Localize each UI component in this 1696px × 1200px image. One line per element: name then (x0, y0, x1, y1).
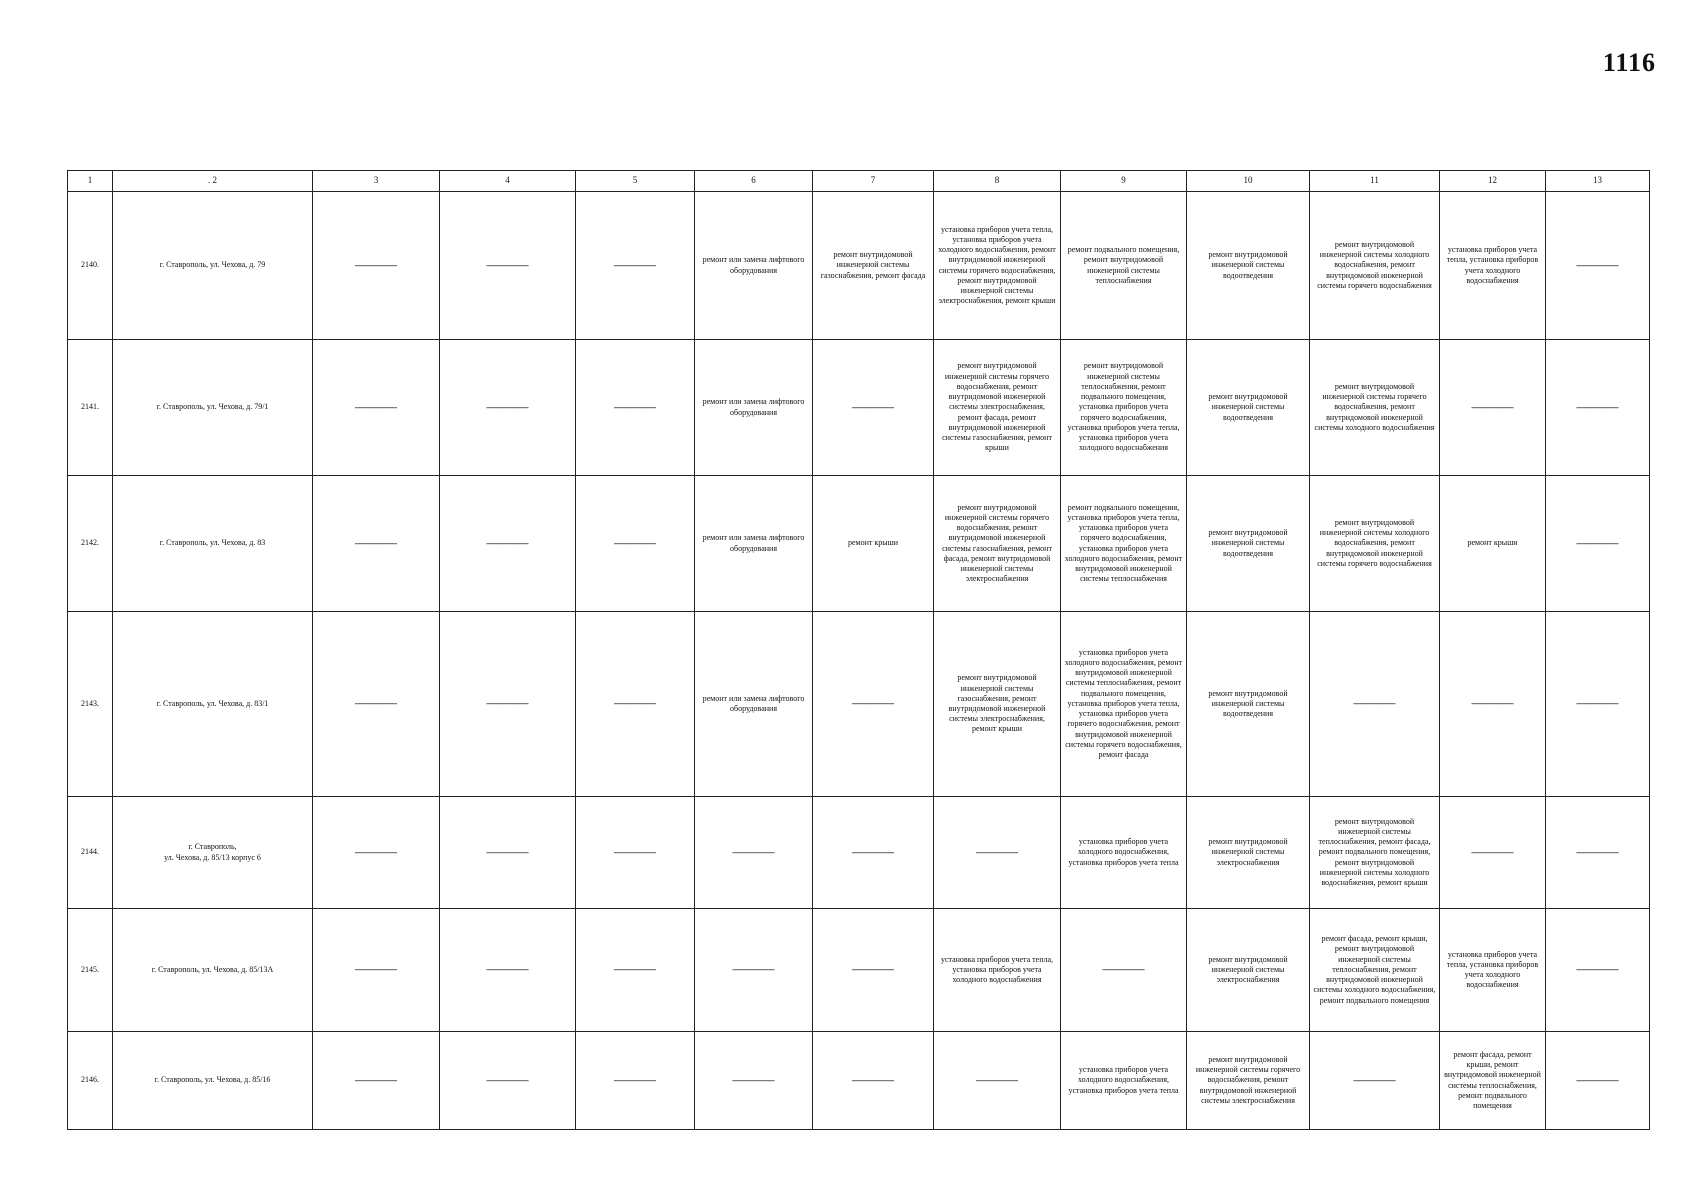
row-number: 2145. (68, 909, 113, 1032)
table-cell: ремонт внутридомовой инженерной системы горячего водоснабжения, ремонт внутридомовой инженерной системы газоснабжения, ремонт фасада, ремонт внутридомовой инженерной системы электроснабжения (934, 476, 1061, 612)
repair-schedule-table (67, 170, 1650, 1130)
table-row (68, 340, 1650, 476)
row-number: 2140. (68, 192, 113, 340)
table-cell (440, 612, 576, 797)
column-header: . 2 (113, 171, 313, 192)
table-cell (1061, 909, 1187, 1032)
dash-mark: ——— (852, 844, 894, 860)
dash-mark: ——— (1576, 257, 1619, 273)
row-number: 2146. (68, 1032, 113, 1130)
table-cell (576, 340, 695, 476)
table-cell: ремонт внутридомовой инженерной системы горячего водоснабжения, ремонт внутридомовой инженерной системы электроснабжения, ремонт фасада, ремонт внутридомовой инженерной системы газоснабжения, ремонт крыши (934, 340, 1061, 476)
dash-mark: ——— (486, 257, 529, 273)
table-cell (1546, 612, 1650, 797)
column-header: 11 (1310, 171, 1440, 192)
table-cell (813, 340, 934, 476)
table-cell (1440, 612, 1546, 797)
dash-mark: ——— (1576, 399, 1619, 415)
dash-mark: ——— (355, 962, 397, 978)
table-row (68, 612, 1650, 797)
dash-mark: ——— (976, 844, 1018, 860)
table-cell (813, 909, 934, 1032)
table-cell (576, 476, 695, 612)
column-header: 8 (934, 171, 1061, 192)
address-cell: г. Ставрополь, ул. Чехова, д. 85/16 (113, 1032, 313, 1130)
table-cell (1546, 1032, 1650, 1130)
table-cell: установка приборов учета тепла, установка приборов учета холодного водоснабжения (1440, 909, 1546, 1032)
table-cell (440, 476, 576, 612)
table-cell (1546, 340, 1650, 476)
table-cell: ремонт крыши (1440, 476, 1546, 612)
table-cell (440, 1032, 576, 1130)
table-cell: установка приборов учета тепла, установка приборов учета холодного водоснабжения (1440, 192, 1546, 340)
table-cell (1546, 797, 1650, 909)
row-number: 2141. (68, 340, 113, 476)
dash-mark: ——— (1471, 399, 1514, 415)
dash-mark: ——— (852, 962, 894, 978)
dash-mark: ——— (1471, 844, 1514, 860)
table-cell (1310, 612, 1440, 797)
column-header: 9 (1061, 171, 1187, 192)
table-cell (313, 1032, 440, 1130)
dash-mark: ——— (614, 399, 656, 415)
address-cell: г. Ставрополь, ул. Чехова, д. 83/1 (113, 612, 313, 797)
table-cell (313, 909, 440, 1032)
dash-mark: ——— (486, 696, 529, 712)
dash-mark: ——— (486, 844, 529, 860)
dash-mark: ——— (1576, 696, 1619, 712)
table-cell: ремонт внутридомовой инженерной системы водоотведения (1187, 476, 1310, 612)
dash-mark: ——— (852, 1072, 894, 1088)
table-cell (313, 797, 440, 909)
column-header: 4 (440, 171, 576, 192)
table-cell (1546, 476, 1650, 612)
table-row (68, 476, 1650, 612)
table-cell: ремонт или замена лифтового оборудования (695, 612, 813, 797)
dash-mark: ——— (614, 257, 656, 273)
table-cell: установка приборов учета тепла, установка приборов учета холодного водоснабжения, ремонт внутридомовой инженерной системы горячего водоснабжения, ремонт внутридомовой инженерной системы электроснабжения, ремонт крыши (934, 192, 1061, 340)
dash-mark: ——— (486, 1072, 529, 1088)
dash-mark: ——— (732, 844, 775, 860)
table-cell: ремонт внутридомовой инженерной системы горячего водоснабжения, ремонт внутридомовой инженерной системы электроснабжения (1187, 1032, 1310, 1130)
dash-mark: ——— (614, 962, 656, 978)
table-cell: ремонт фасада, ремонт крыши, ремонт внутридомовой инженерной системы теплоснабжения, ремонт подвального помещения (1440, 1032, 1546, 1130)
column-header: 6 (695, 171, 813, 192)
table-row (68, 909, 1650, 1032)
dash-mark: ——— (355, 257, 397, 273)
dash-mark: ——— (976, 1072, 1018, 1088)
table-cell: ремонт внутридомовой инженерной системы водоотведения (1187, 612, 1310, 797)
table-cell: ремонт фасада, ремонт крыши, ремонт внутридомовой инженерной системы теплоснабжения, ремонт внутридомовой инженерной системы холодного водоснабжения, ремонт подвального помещения (1310, 909, 1440, 1032)
dash-mark: ——— (1471, 696, 1514, 712)
address-cell: г. Ставрополь, ул. Чехова, д. 85/13 корпус 6 (113, 797, 313, 909)
table-cell (813, 797, 934, 909)
dash-mark: ——— (355, 696, 397, 712)
dash-mark: ——— (614, 696, 656, 712)
address-cell: г. Ставрополь, ул. Чехова, д. 79 (113, 192, 313, 340)
address-cell: г. Ставрополь, ул. Чехова, д. 83 (113, 476, 313, 612)
table-cell (1310, 1032, 1440, 1130)
dash-mark: ——— (355, 535, 397, 551)
dash-mark: ——— (1102, 962, 1145, 978)
table-cell (813, 612, 934, 797)
table-cell: установка приборов учета холодного водоснабжения, ремонт внутридомовой инженерной системы теплоснабжения, ремонт подвального помещения, установка приборов учета тепла, установка приборов учета горячего водоснабжения, ремонт внутридомовой инженерной системы горячего водоснабжения, ремонт фасада (1061, 612, 1187, 797)
table-cell (313, 192, 440, 340)
table-cell: ремонт внутридомовой инженерной системы электроснабжения (1187, 909, 1310, 1032)
dash-mark: ——— (614, 535, 656, 551)
dash-mark: ——— (355, 1072, 397, 1088)
table-cell (813, 1032, 934, 1130)
dash-mark: ——— (1353, 696, 1396, 712)
column-header: 1 (68, 171, 113, 192)
table-cell (440, 192, 576, 340)
table-cell: ремонт или замена лифтового оборудования (695, 476, 813, 612)
header-row (68, 171, 1650, 192)
column-header: 5 (576, 171, 695, 192)
table-cell (576, 909, 695, 1032)
dash-mark: ——— (614, 1072, 656, 1088)
table-cell: ремонт внутридомовой инженерной системы электроснабжения (1187, 797, 1310, 909)
table-cell (576, 192, 695, 340)
table-cell (934, 797, 1061, 909)
dash-mark: ——— (486, 535, 529, 551)
table-cell: ремонт внутридомовой инженерной системы горячего водоснабжения, ремонт внутридомовой инженерной системы холодного водоснабжения (1310, 340, 1440, 476)
dash-mark: ——— (486, 962, 529, 978)
table-cell (695, 1032, 813, 1130)
table-cell (576, 612, 695, 797)
table-cell: ремонт внутридомовой инженерной системы холодного водоснабжения, ремонт внутридомовой инженерной системы горячего водоснабжения (1310, 476, 1440, 612)
dash-mark: ——— (1576, 962, 1619, 978)
column-header: 7 (813, 171, 934, 192)
dash-mark: ——— (355, 399, 397, 415)
table-cell: ремонт внутридомовой инженерной системы водоотведения (1187, 192, 1310, 340)
table-cell (313, 612, 440, 797)
column-header: 12 (1440, 171, 1546, 192)
table-cell: ремонт внутридомовой инженерной системы холодного водоснабжения, ремонт внутридомовой инженерной системы горячего водоснабжения (1310, 192, 1440, 340)
table-cell: ремонт внутридомовой инженерной системы газоснабжения, ремонт внутридомовой инженерной системы электроснабжения, ремонт крыши (934, 612, 1061, 797)
dash-mark: ——— (1576, 535, 1619, 551)
row-number: 2144. (68, 797, 113, 909)
dash-mark: ——— (355, 844, 397, 860)
table-cell (695, 797, 813, 909)
dash-mark: ——— (614, 844, 656, 860)
table-cell: установка приборов учета тепла, установка приборов учета холодного водоснабжения (934, 909, 1061, 1032)
table-cell: ремонт внутридомовой инженерной системы водоотведения (1187, 340, 1310, 476)
table-cell (440, 797, 576, 909)
table-cell (576, 797, 695, 909)
table-cell (1440, 340, 1546, 476)
table-cell: ремонт внутридомовой инженерной системы теплоснабжения, ремонт подвального помещения, установка приборов учета горячего водоснабжения, установка приборов учета тепла, установка приборов учета холодного водоснабжения (1061, 340, 1187, 476)
table-cell (313, 476, 440, 612)
dash-mark: ——— (486, 399, 529, 415)
dash-mark: ——— (732, 1072, 775, 1088)
dash-mark: ——— (852, 696, 894, 712)
dash-mark: ——— (1353, 1072, 1396, 1088)
row-number: 2143. (68, 612, 113, 797)
table-cell: ремонт или замена лифтового оборудования (695, 340, 813, 476)
row-number: 2142. (68, 476, 113, 612)
table-cell (934, 1032, 1061, 1130)
table-cell: установка приборов учета холодного водоснабжения, установка приборов учета тепла (1061, 1032, 1187, 1130)
address-cell: г. Ставрополь, ул. Чехова, д. 85/13А (113, 909, 313, 1032)
column-header: 10 (1187, 171, 1310, 192)
table-cell (1546, 192, 1650, 340)
table-cell: установка приборов учета холодного водоснабжения, установка приборов учета тепла (1061, 797, 1187, 909)
dash-mark: ——— (1576, 844, 1619, 860)
page-number: 1116 (1602, 48, 1656, 77)
table-cell (440, 909, 576, 1032)
column-header: 3 (313, 171, 440, 192)
table-cell (576, 1032, 695, 1130)
table-cell: ремонт внутридомовой инженерной системы теплоснабжения, ремонт фасада, ремонт подвального помещения, ремонт внутридомовой инженерной системы холодного водоснабжения, ремонт крыши (1310, 797, 1440, 909)
dash-mark: ——— (1576, 1072, 1619, 1088)
table-cell: ремонт или замена лифтового оборудования (695, 192, 813, 340)
table-row (68, 797, 1650, 909)
table-cell (440, 340, 576, 476)
table-cell: ремонт внутридомовой инженерной системы газоснабжения, ремонт фасада (813, 192, 934, 340)
table-cell: ремонт подвального помещения, установка приборов учета тепла, установка приборов учета горячего водоснабжения, установка приборов учета холодного водоснабжения, ремонт внутридомовой инженерной системы теплоснабжения (1061, 476, 1187, 612)
table-cell: ремонт крыши (813, 476, 934, 612)
table-row (68, 1032, 1650, 1130)
dash-mark: ——— (732, 962, 775, 978)
table-cell: ремонт подвального помещения, ремонт внутридомовой инженерной системы теплоснабжения (1061, 192, 1187, 340)
dash-mark: ——— (852, 399, 894, 415)
table-row (68, 192, 1650, 340)
table-cell (1440, 797, 1546, 909)
address-cell: г. Ставрополь, ул. Чехова, д. 79/1 (113, 340, 313, 476)
table-cell (1546, 909, 1650, 1032)
table-cell (695, 909, 813, 1032)
table-cell (313, 340, 440, 476)
column-header: 13 (1546, 171, 1650, 192)
